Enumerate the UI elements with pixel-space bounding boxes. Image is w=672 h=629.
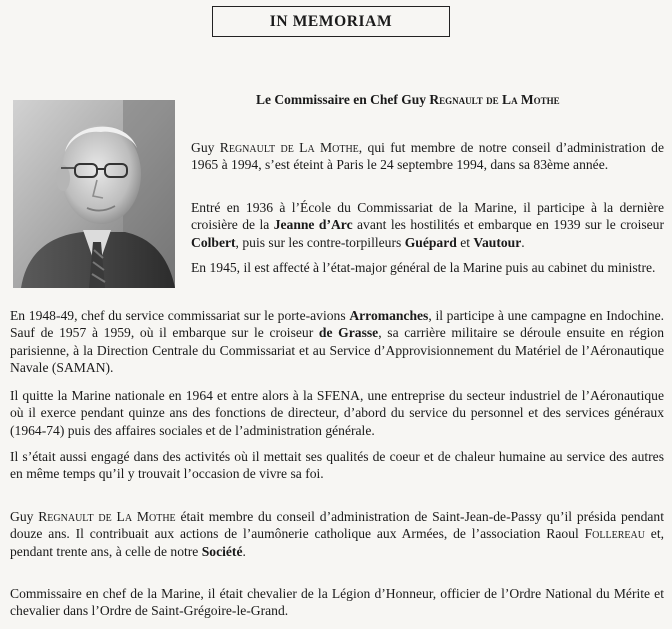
ship-name: Guépard [404, 234, 457, 250]
text-span: et [456, 234, 474, 250]
person-name: Regnault de La Mothe [38, 509, 176, 524]
ship-name: Vautour [473, 234, 522, 250]
paragraph-1 [191, 139, 664, 174]
text-span: , il participe à une campagne en Indochine. Sauf de 1957 à 1959, où il embarque sur le croiseur [10, 308, 664, 341]
portrait-image [13, 100, 175, 288]
ship-name: Arromanches [349, 308, 429, 323]
subtitle [256, 92, 656, 108]
ship-name: Jeanne d’Arc [273, 217, 353, 233]
paragraph-6: Il s’était aussi engagé dans des activités où il mettait ses qualités de coeur et de chaleur humaine au service des autres en même temps qu’il y trouvait l’occasion de vivre sa foi. [10, 449, 664, 482]
text-span: , sa carrière militaire se déroule ensuite en région parisienne, à la Direction Centrale du Commissariat et au Service d’Approvisionnement du Matériel de l’Aéronautique Navale (SAMAN). [10, 325, 664, 376]
paragraph-5: Il quitte la Marine nationale en 1964 et entre alors à la SFENA, une entreprise du secteur industriel de l’Aéronautique où il exerce pendant quinze ans des fonctions de directeur, d’abord du service du personnel et des services généraux (1964-74) puis des affaires sociales et de l’administration générale. [10, 388, 664, 438]
paragraph-7 [10, 508, 664, 560]
subtitle-surname: Regnault de La Mothe [429, 92, 560, 107]
text-span: . [242, 543, 246, 559]
page-title: IN MEMORIAM [212, 6, 450, 37]
paragraph-3: En 1945, il est affecté à l’état-major général de la Marine puis au cabinet du ministre. [191, 260, 656, 275]
text-span: Entré en 1936 à l’École du Commissariat de la Marine, il participe à la dernière croisière de la [191, 200, 664, 233]
ship-name: Colbert [191, 234, 236, 250]
paragraph-8: Commissaire en chef de la Marine, il était chevalier de la Légion d’Honneur, officier de l’Ordre National du Mérite et chevalier dans l’Ordre de Saint-Grégoire-le-Grand. [10, 586, 664, 619]
text-span: Guy [10, 509, 39, 524]
person-name: Regnault de La Mothe [219, 140, 359, 155]
text-span: . [521, 234, 525, 250]
text-span: , puis sur les contre-torpilleurs [235, 234, 405, 250]
society-name: Société [201, 543, 243, 559]
paragraph-2 [191, 199, 664, 251]
text-span: avant les hostilités et embarque en 1939 sur le croiseur [352, 217, 664, 233]
text-span: , qui fut membre de notre conseil d’administration de 1965 à 1994, s’est éteint à Paris le 24 septembre 1994, dans sa 83ème année. [191, 140, 664, 173]
text-span: Guy [191, 140, 220, 155]
text-span: En 1948-49, chef du service commissariat sur le porte-avions [10, 308, 350, 323]
association-name: Follereau [584, 526, 645, 542]
ship-name: de Grasse [318, 325, 379, 341]
subtitle-prefix: Le Commissaire en Chef Guy [256, 92, 430, 107]
portrait-photo [13, 100, 175, 288]
text-span: et, pendant trente ans, à celle de notre [10, 526, 664, 559]
paragraph-4 [10, 307, 664, 377]
text-span: était membre du conseil d’administration de Saint-Jean-de-Passy qu’il présida pendant douze ans. Il contribuait aux actions de l’aumônerie catholique aux Armées, de l’association Raoul [10, 509, 664, 542]
